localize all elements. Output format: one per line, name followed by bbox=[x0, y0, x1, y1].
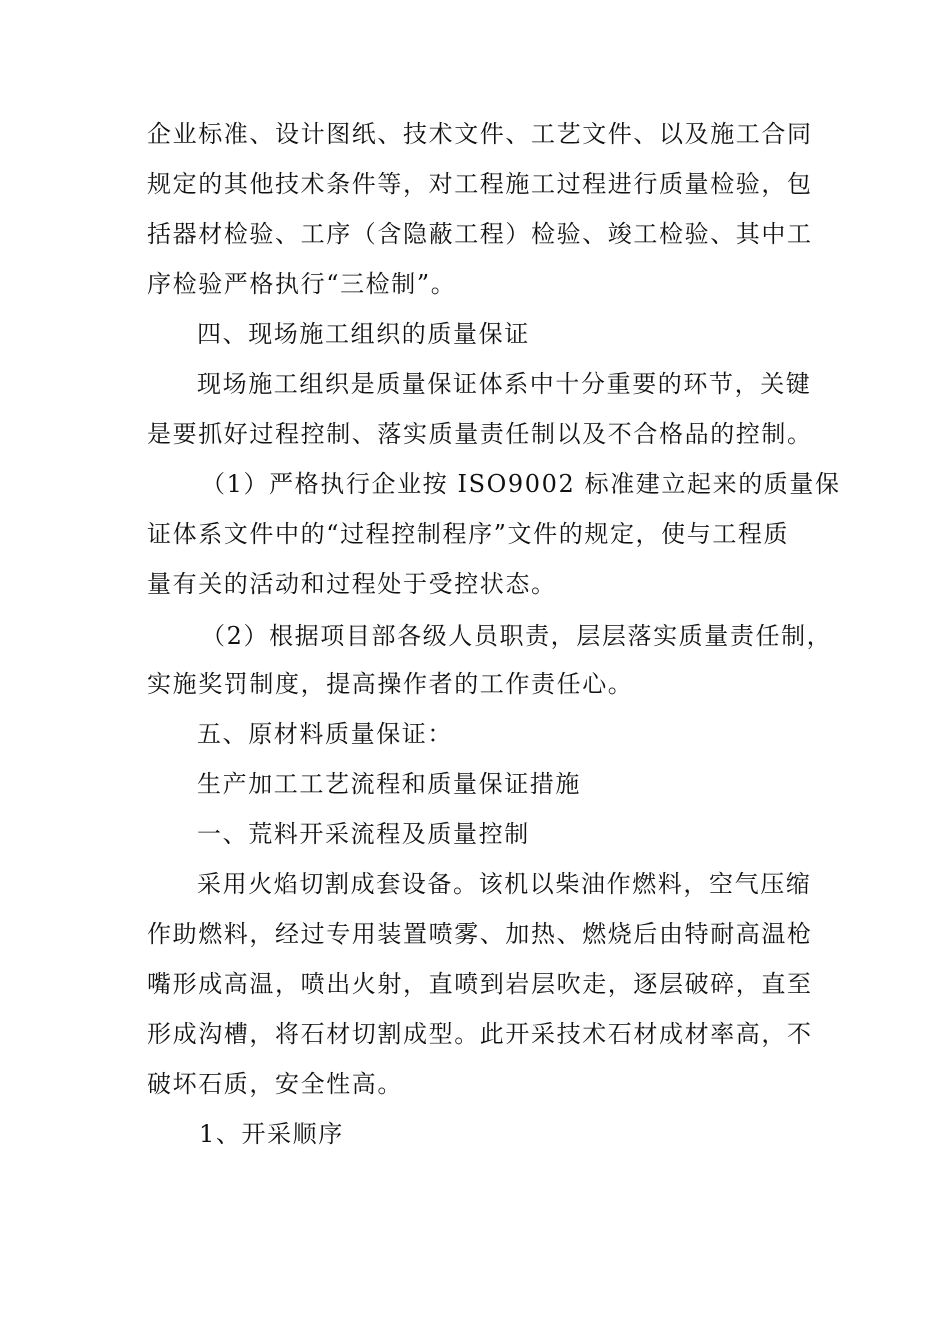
paragraph-line-4: 序检验严格执行“三检制”。 bbox=[147, 270, 457, 298]
list-item-1-line-2: 证体系文件中的“过程控制程序”文件的规定，使与工程质 bbox=[147, 520, 790, 548]
paragraph-line-1: 企业标准、设计图纸、技术文件、工艺文件、以及施工合同 bbox=[147, 120, 813, 148]
section-heading-4: 四、现场施工组织的质量保证 bbox=[197, 320, 530, 348]
section-heading-5: 五、原材料质量保证： bbox=[197, 720, 453, 748]
list-item-2-line-2: 实施奖罚制度，提高操作者的工作责任心。 bbox=[147, 670, 634, 698]
subsection-title: 生产加工工艺流程和质量保证措施 bbox=[197, 770, 581, 798]
paragraph-line-11: 破坏石质，安全性高。 bbox=[147, 1070, 403, 1098]
paragraph-line-7: 采用火焰切割成套设备。该机以柴油作燃料，空气压缩 bbox=[197, 870, 812, 898]
paragraph-line-10: 形成沟槽，将石材切割成型。此开采技术石材成材率高，不 bbox=[147, 1020, 813, 1048]
paragraph-line-6: 是要抓好过程控制、落实质量责任制以及不合格品的控制。 bbox=[147, 420, 813, 448]
numbered-heading-1: 1、开采顺序 bbox=[199, 1120, 344, 1148]
paragraph-line-3: 括器材检验、工序（含隐蔽工程）检验、竣工检验、其中工 bbox=[147, 220, 813, 248]
paragraph-line-9: 嘴形成高温，喷出火射，直喷到岩层吹走，逐层破碎，直至 bbox=[147, 970, 813, 998]
list-item-1-line-1: （1）严格执行企业按 ISO9002 标准建立起来的质量保 bbox=[201, 470, 841, 498]
section-heading-1: 一、荒料开采流程及质量控制 bbox=[197, 820, 530, 848]
paragraph-line-8: 作助燃料，经过专用装置喷雾、加热、燃烧后由特耐高温枪 bbox=[147, 920, 813, 948]
list-item-2-line-1: （2）根据项目部各级人员职责，层层落实质量责任制， bbox=[201, 622, 833, 650]
paragraph-line-2: 规定的其他技术条件等，对工程施工过程进行质量检验，包 bbox=[147, 170, 813, 198]
paragraph-line-5: 现场施工组织是质量保证体系中十分重要的环节，关键 bbox=[197, 370, 812, 398]
list-item-1-line-3: 量有关的活动和过程处于受控状态。 bbox=[147, 570, 557, 598]
